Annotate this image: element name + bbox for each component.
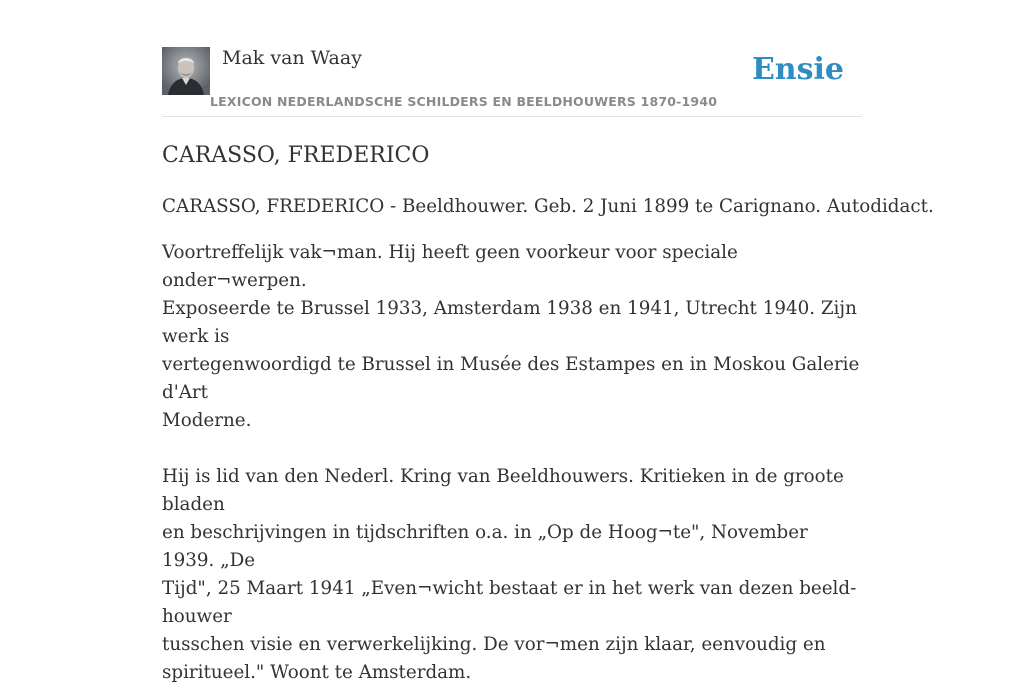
portrait-icon	[162, 47, 210, 95]
page-title: CARASSO, FREDERICO	[162, 143, 430, 168]
article-lead: CARASSO, FREDERICO - Beeldhouwer. Geb. 2 Juni 1899 te Carignano. Autodidact.	[162, 196, 934, 217]
page	[162, 0, 934, 687]
lexicon-subtitle[interactable]: LEXICON NEDERLANDSCHE SCHILDERS EN BEELDHOUWERS 1870-1940	[210, 94, 718, 109]
ensie-logo[interactable]: Ensie	[751, 52, 844, 87]
author-avatar[interactable]	[162, 47, 210, 95]
header	[162, 46, 862, 117]
article-body: Voortreffelijk vak¬man. Hij heeft geen voorkeur voor speciale onder¬werpen. Exposeerde te Brussel 1933, Amsterdam 1938 en 1941, Utrecht 1940. Zijn werk is vertegenwoordigd te Brussel in Musée des Estampes en in Moskou Galerie d'Art Moderne. Hij is lid van den Nederl. Kring van Beeldhouwers. Kritieken in de groote bladen en beschrijvingen in tijdschriften o.a. in „Op de Hoog¬te", November 1939. „De Tijd", 25 Maart 1941 „Even¬wicht bestaat er in het werk van dezen beeld-houwer tusschen visie en verwerkelijking. De vor¬men zijn klaar, eenvoudig en spiritueel." Woont te Amsterdam.	[162, 242, 860, 683]
author-name[interactable]: Mak van Waay	[222, 47, 362, 69]
